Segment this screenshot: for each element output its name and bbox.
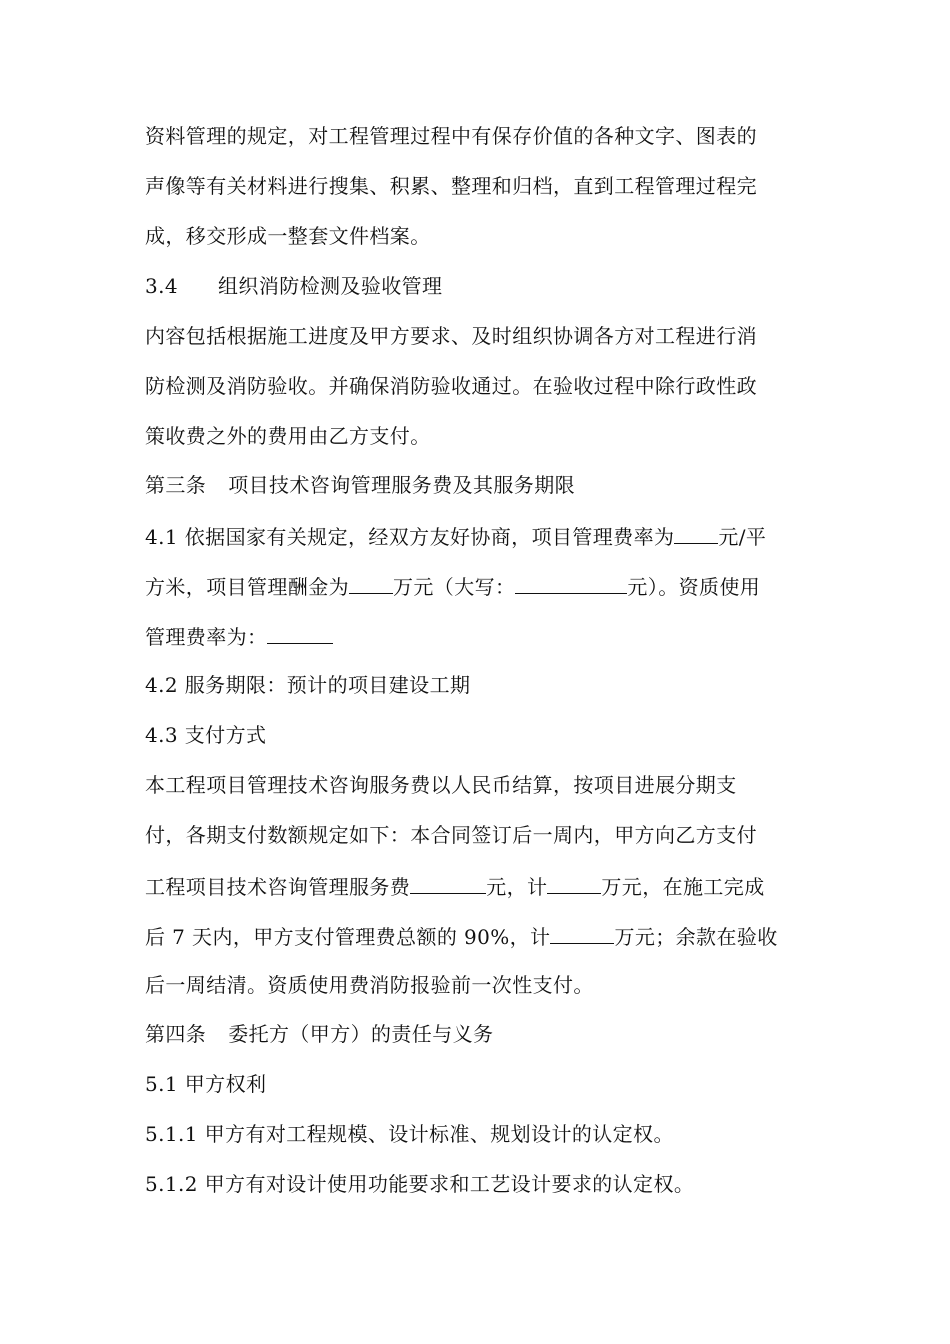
clause-4-2: 4.2 服务期限：预计的项目建设工期 (145, 673, 471, 697)
article-heading-3 (145, 471, 575, 499)
clause-4-1-line (145, 621, 333, 651)
article-title: 项目技术咨询管理服务费及其服务期限 (228, 473, 576, 497)
text-run: 元）。资质使用 (627, 575, 761, 599)
text-line: 付，各期支付数额规定如下：本合同签订后一周内，甲方向乙方支付 (145, 823, 757, 847)
text-line: 本工程项目管理技术咨询服务费以人民币结算，按项目进展分期支 (145, 773, 737, 797)
text-run: 工程项目技术咨询管理服务费 (145, 875, 411, 899)
clause-5-1-2: 5.1.2 甲方有对设计使用功能要求和工艺设计要求的认定权。 (145, 1172, 695, 1196)
fill-blank[interactable] (550, 921, 614, 944)
article-label: 第三条 (145, 473, 207, 497)
text-run: 万元（大写： (393, 575, 516, 599)
article-title: 委托方（甲方）的责任与义务 (228, 1022, 494, 1046)
fill-blank[interactable] (515, 571, 627, 594)
fill-blank[interactable] (674, 521, 718, 544)
article-heading-4 (145, 1020, 493, 1048)
fill-blank[interactable] (410, 871, 486, 894)
text-run: 4.1 依据国家有关规定，经双方友好协商，项目管理费率为 (145, 525, 675, 549)
clause-4-3: 4.3 支付方式 (145, 723, 267, 747)
fill-blank[interactable] (267, 621, 333, 644)
fill-blank[interactable] (547, 871, 601, 894)
text-line: 防检测及消防验收。并确保消防验收通过。在验收过程中除行政性政 (145, 374, 757, 398)
text-run: 后 7 天内，甲方支付管理费总额的 90%，计 (145, 925, 551, 949)
text-run: 元/平 (718, 525, 767, 549)
clause-4-1-line (145, 521, 766, 551)
text-run: 方米，项目管理酬金为 (145, 575, 349, 599)
clause-5-1-1: 5.1.1 甲方有对工程规模、设计标准、规划设计的认定权。 (145, 1122, 674, 1146)
section-title: 组织消防检测及验收管理 (218, 274, 443, 298)
text-line: 内容包括根据施工进度及甲方要求、及时组织协调各方对工程进行消 (145, 324, 757, 348)
section-number: 3.4 (145, 274, 179, 298)
text-run: 元，计 (486, 875, 548, 899)
text-run: 万元，在施工完成 (601, 875, 765, 899)
clause-5-1: 5.1 甲方权利 (145, 1072, 267, 1096)
text-line: 后一周结清。资质使用费消防报验前一次性支付。 (145, 973, 594, 997)
text-run: 万元；余款在验收 (614, 925, 778, 949)
text-line: 声像等有关材料进行搜集、积累、整理和归档，直到工程管理过程完 (145, 174, 757, 198)
section-heading-3-4 (145, 272, 442, 300)
payment-line (145, 871, 765, 901)
clause-4-1-line (145, 571, 760, 601)
text-line: 成，移交形成一整套文件档案。 (145, 224, 431, 248)
text-line: 策收费之外的费用由乙方支付。 (145, 424, 431, 448)
fill-blank[interactable] (349, 571, 393, 594)
article-label: 第四条 (145, 1022, 207, 1046)
text-run: 管理费率为： (145, 625, 268, 649)
payment-line (145, 921, 778, 951)
text-line: 资料管理的规定，对工程管理过程中有保存价值的各种文字、图表的 (145, 124, 757, 148)
